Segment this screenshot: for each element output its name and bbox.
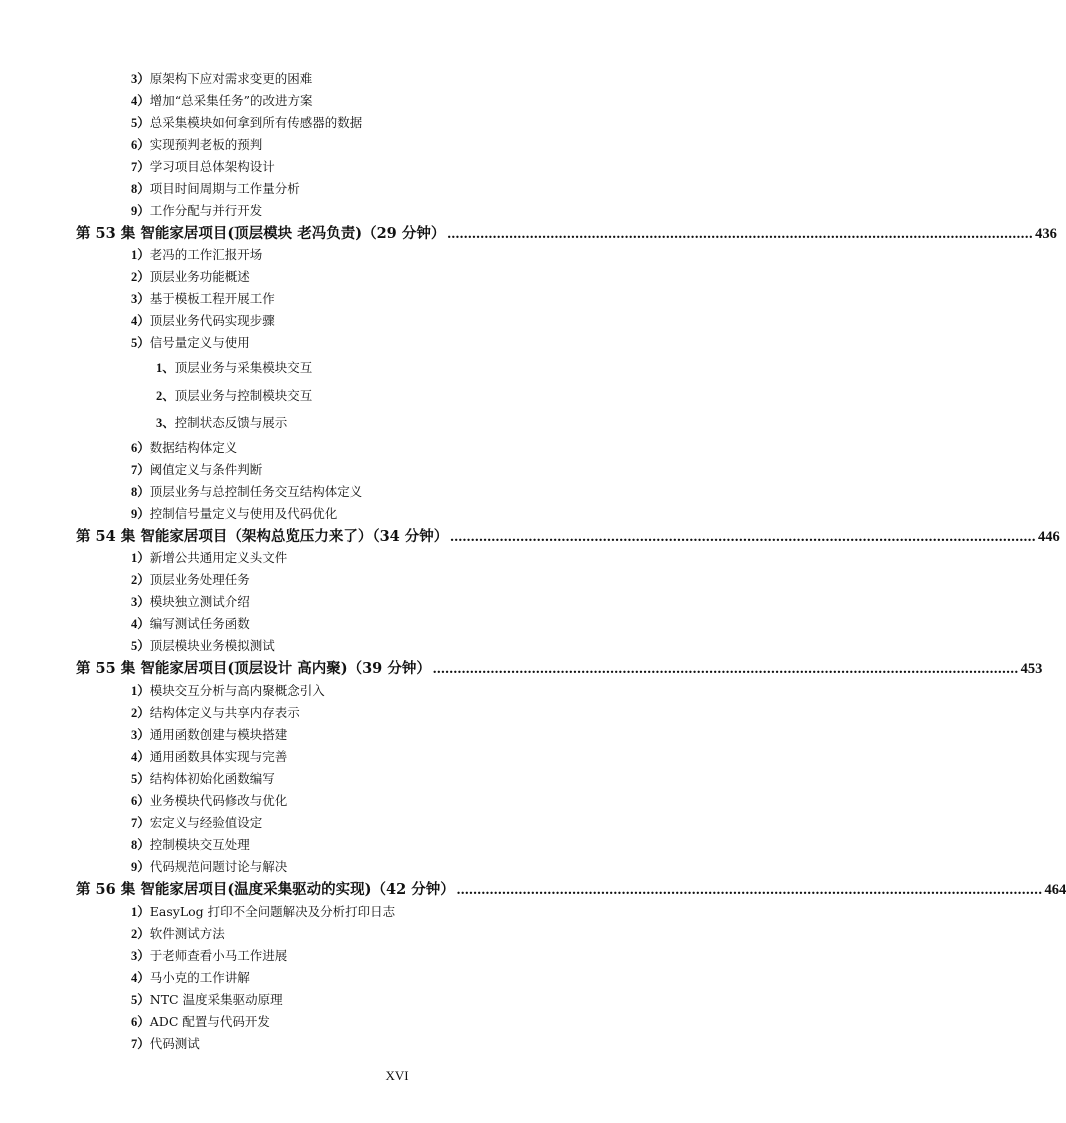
list-item: 5）总采集模块如何拿到所有传感器的数据	[131, 115, 363, 130]
list-item: 9）控制信号量定义与使用及代码优化	[131, 506, 338, 521]
list-item: 5）NTC 温度采集驱动原理	[131, 992, 283, 1007]
list-item: 3）模块独立测试介绍	[131, 594, 250, 609]
chapter-heading[interactable]	[76, 880, 1066, 900]
leader-dots: ..............................................................................................................................................	[450, 529, 1037, 545]
list-item: 5）顶层模块业务模拟测试	[131, 638, 275, 653]
leader-dots: ..............................................................................................................................................	[447, 226, 1034, 242]
chapter-title: 第 55 集 智能家居项目(顶层设计 高内聚)（39 分钟）	[76, 660, 431, 677]
list-item: 8）控制模块交互处理	[131, 837, 250, 852]
list-item: 2）顶层业务处理任务	[131, 572, 250, 587]
leader-dots: ..............................................................................................................................................	[432, 661, 1019, 677]
page-number-footer: XVI	[385, 1068, 409, 1083]
list-item: 4）增加“总采集任务”的改进方案	[131, 93, 313, 108]
list-item: 5）信号量定义与使用	[131, 335, 250, 350]
list-item: 6）业务模块代码修改与优化	[131, 793, 288, 808]
list-item: 3）于老师查看小马工作进展	[131, 948, 288, 963]
list-item: 7）阈值定义与条件判断	[131, 462, 263, 477]
chapter-title: 第 54 集 智能家居项目（架构总览压力来了）（34 分钟）	[76, 528, 449, 545]
sub-list-item: 2、顶层业务与控制模块交互	[156, 388, 313, 403]
chapter-title: 第 56 集 智能家居项目(温度采集驱动的实现)（42 分钟）	[76, 881, 455, 898]
list-item: 9）代码规范问题讨论与解决	[131, 859, 288, 874]
list-item: 8）项目时间周期与工作量分析	[131, 181, 300, 196]
chapter-heading[interactable]	[76, 659, 1043, 679]
list-item: 4）通用函数具体实现与完善	[131, 749, 288, 764]
list-item: 7）宏定义与经验值设定	[131, 815, 263, 830]
chapter-heading[interactable]	[76, 527, 1060, 547]
list-item: 2）软件测试方法	[131, 926, 225, 941]
list-item: 3）通用函数创建与模块搭建	[131, 727, 288, 742]
chapter-title: 第 53 集 智能家居项目(顶层模块 老冯负责)（29 分钟）	[76, 225, 446, 242]
list-item: 3）原架构下应对需求变更的困难	[131, 71, 313, 86]
sub-list-item: 1、顶层业务与采集模块交互	[156, 360, 313, 375]
list-item: 2）顶层业务功能概述	[131, 269, 250, 284]
sub-list-item: 3、控制状态反馈与展示	[156, 415, 288, 430]
list-item: 1）老冯的工作汇报开场	[131, 247, 263, 262]
list-item: 8）顶层业务与总控制任务交互结构体定义	[131, 484, 363, 499]
list-item: 7）代码测试	[131, 1036, 200, 1051]
list-item: 1）新增公共通用定义头文件	[131, 550, 288, 565]
list-item: 3）基于模板工程开展工作	[131, 291, 275, 306]
list-item: 4）顶层业务代码实现步骤	[131, 313, 275, 328]
chapter-page-number: 446	[1038, 529, 1060, 545]
list-item: 1）模块交互分析与高内聚概念引入	[131, 683, 325, 698]
list-item: 7）学习项目总体架构设计	[131, 159, 275, 174]
list-item: 5）结构体初始化函数编写	[131, 771, 275, 786]
list-item: 6）ADC 配置与代码开发	[131, 1014, 270, 1029]
list-item: 2）结构体定义与共享内存表示	[131, 705, 300, 720]
list-item: 1）EasyLog 打印不全问题解决及分析打印日志	[131, 904, 396, 919]
chapter-page-number: 436	[1035, 226, 1057, 242]
chapter-heading[interactable]	[76, 224, 1057, 244]
list-item: 4）马小克的工作讲解	[131, 970, 250, 985]
chapter-page-number: 464	[1044, 882, 1066, 898]
list-item: 6）数据结构体定义	[131, 440, 238, 455]
leader-dots: ..............................................................................................................................................	[456, 882, 1043, 898]
list-item: 4）编写测试任务函数	[131, 616, 250, 631]
chapter-page-number: 453	[1020, 661, 1043, 677]
list-item: 6）实现预判老板的预判	[131, 137, 263, 152]
list-item: 9）工作分配与并行开发	[131, 203, 263, 218]
